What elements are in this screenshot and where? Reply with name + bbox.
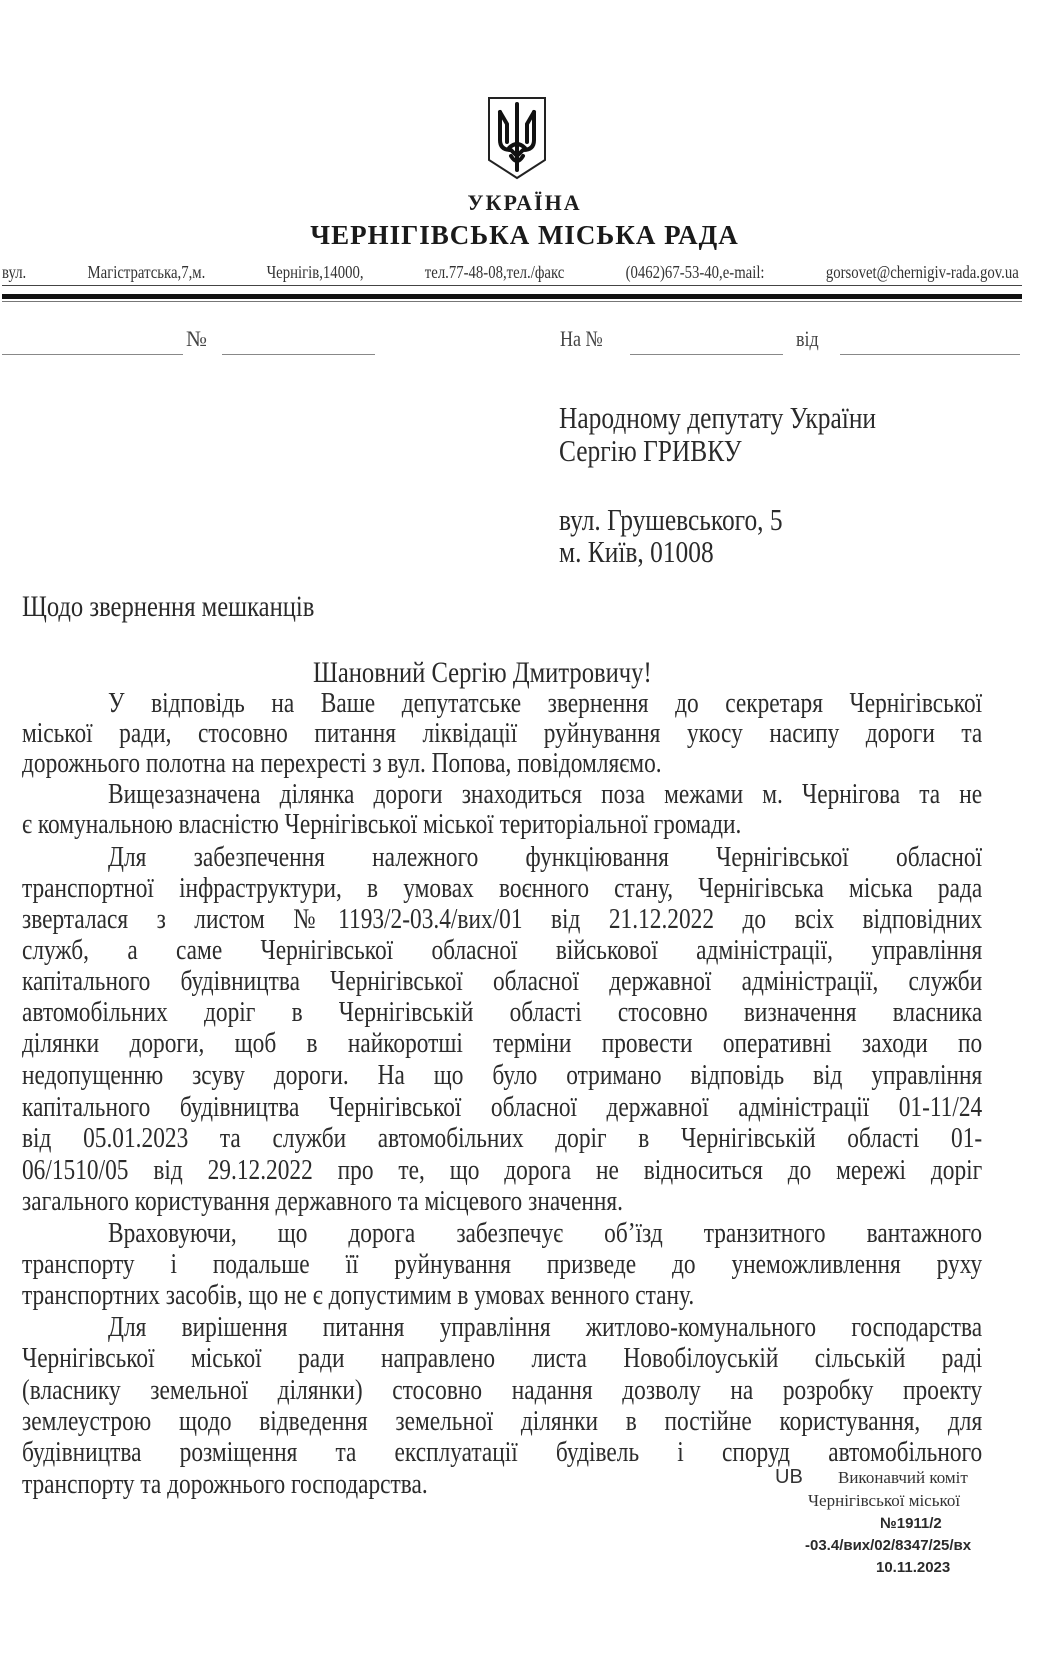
body-line: від 05.01.2023 та служби автомобільних доріг в Чернігівській області 01- <box>22 1123 983 1154</box>
recipient-title: Народному депутату України <box>559 400 877 435</box>
header-divider-thin <box>2 285 1022 286</box>
stamp-mark: UB <box>775 1466 803 1488</box>
body-line: 06/1510/05 від 29.12.2022 про те, що дорога не відноситься до мережі доріг <box>22 1155 983 1186</box>
body-line: У відповідь на Ваше депутатське звернення до секретаря Чернігівської <box>108 688 983 719</box>
stamp-code: -03.4/вих/02/8347/25/вх <box>805 1537 972 1554</box>
body-line: землеустрою щодо відведення земельної ділянки в постійне користування, для <box>22 1406 983 1437</box>
body-line: дорожнього полотна на перехресті з вул. Попова, повідомляємо. <box>22 748 662 779</box>
salutation: Шановний Сергію Дмитровичу! <box>313 656 652 689</box>
body-line: ділянки дороги, щоб в найкоротші терміни провести оперативні заходи по <box>22 1028 983 1059</box>
stamp-line-1: Виконавчий коміт <box>838 1468 968 1487</box>
body-line: є комунальною власністю Чернігівської міської територіальної громади. <box>22 809 742 840</box>
letterhead-address: вул. Магістратська,7,м. Чернігів,14000, тел.77-48-08,тел./факс (0462)67-53-40,e-mail: gorsovet@chernigiv-rada.gov.ua <box>2 262 1019 282</box>
reply-to-date-label: від <box>796 326 819 351</box>
body-line: Враховуючи, що дорога забезпечує об’їзд транзитного вантажного <box>108 1218 983 1249</box>
body-line: Вищезазначена ділянка дороги знаходиться поза межами м. Чернігова та не <box>108 779 983 810</box>
body-line: Для вирішення питання управління житлово-комунального господарства <box>108 1312 983 1343</box>
body-line: (власнику земельної ділянки) стосовно надання дозволу на розробку проекту <box>22 1375 983 1406</box>
body-line: капітального будівництва Чернігівської обласної державної адміністрації 01-11/24 <box>22 1092 983 1123</box>
body-line: зверталася з листом №1193/2-03.4/вих/01 від 21.12.2022 до всіх відповідних <box>22 904 983 935</box>
body-line: будівництва розміщення та експлуатації будівель і споруд автомобільного <box>22 1437 983 1468</box>
organization-heading: ЧЕРНІГІВСЬКА МІСЬКА РАДА <box>310 220 739 250</box>
body-line: міської ради, стосовно питання ліквідації руйнування укосу насипу дороги та <box>22 718 983 749</box>
body-line: служб, а саме Чернігівської обласної військової адміністрації, управління <box>22 935 983 966</box>
recipient-street: вул. Грушевського, 5 <box>559 502 783 537</box>
body-line: недопущенню зсуву дороги. На що було отримано відповідь від управління <box>22 1060 983 1091</box>
body-line: транспорту та дорожнього господарства. <box>22 1469 428 1500</box>
recipient-city: м. Київ, 01008 <box>559 534 714 569</box>
body-line: Чернігівської міської ради направлено листа Новобілоуській сільській раді <box>22 1343 983 1374</box>
country-heading: УКРАЇНА <box>467 190 582 215</box>
reply-to-number-label: На № <box>560 326 603 351</box>
outgoing-date-field <box>2 354 183 355</box>
body-line: транспортних засобів, що не є допустимим в умовах венного стану. <box>22 1280 695 1311</box>
body-line: загального користування державного та місцевого значення. <box>22 1186 623 1217</box>
outgoing-number-field <box>222 354 375 355</box>
subject-line: Щодо звернення мешканців <box>22 590 315 623</box>
reply-to-date-field <box>840 354 1020 355</box>
outgoing-number-label: № <box>186 326 207 351</box>
header-divider-thin-bottom <box>2 301 1022 302</box>
header-divider-thick <box>2 294 1022 299</box>
stamp-date: 10.11.2023 <box>876 1559 951 1576</box>
body-line: транспорту і подальше її руйнування призведе до унеможливлення руху <box>22 1249 983 1280</box>
body-line: Для забезпечення належного функціювання Чернігівської обласної <box>108 842 983 873</box>
stamp-number: №1911/2 <box>880 1515 942 1532</box>
coat-of-arms-emblem <box>487 96 547 180</box>
reply-to-number-field <box>630 354 783 355</box>
body-line: транспортної інфраструктури, в умовах воєнного стану, Чернігівська міська рада <box>22 873 983 904</box>
body-line: капітального будівництва Чернігівської обласної державної адміністрації, служби <box>22 966 983 997</box>
stamp-line-2: Чернігівської міської <box>808 1491 961 1510</box>
recipient-name: Сергію ГРИВКУ <box>559 433 742 468</box>
body-line: автомобільних доріг в Чернігівській області стосовно визначення власника <box>22 997 983 1028</box>
